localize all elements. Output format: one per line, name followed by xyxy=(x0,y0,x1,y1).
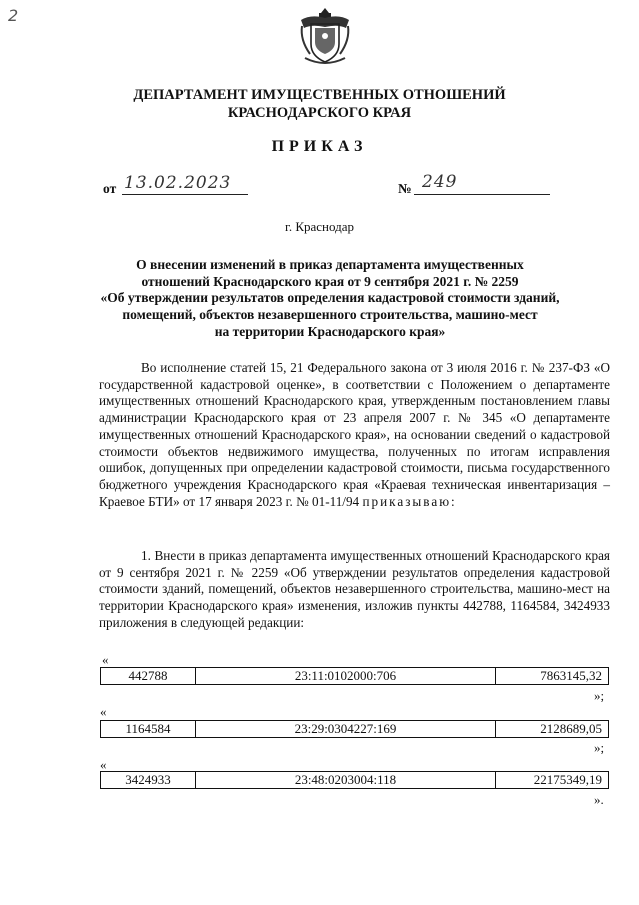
close-quote: »; xyxy=(594,688,605,703)
preamble-paragraph xyxy=(99,360,610,510)
title-line: О внесении изменений в приказ департамента имущественных xyxy=(136,257,524,272)
table-row xyxy=(101,721,609,738)
cadastral-value-cell: 7863145,32 xyxy=(496,668,609,685)
cadastral-table xyxy=(100,667,609,685)
number-label: № xyxy=(398,181,412,196)
title-line: отношений Краснодарского края от 9 сентября 2021 г. № 2259 xyxy=(141,273,519,289)
document-type-heading: ПРИКАЗ xyxy=(271,138,368,155)
cadastral-number-cell: 23:11:0102000:706 xyxy=(196,668,496,685)
date-label: от xyxy=(103,181,117,196)
title-line: помещений, объектов незавершенного строительства, машино-мест xyxy=(122,307,538,323)
close-quote: »; xyxy=(594,740,605,755)
item-1-paragraph: 1. Внести в приказ департамента имущественных отношений Краснодарского края от 9 сентября 2021 г. № 2259 «Об утверждении результатов определения кадастровой стоимости зданий, помещений, объектов незавершенного строительства, машино-мест на территории Краснодарского края» изменения, изложив пункты 442788, 1164584, 3424933 приложения в следующей редакции: xyxy=(99,548,610,630)
city-name: г. Краснодар xyxy=(284,219,355,234)
handwritten-page-mark: 2 xyxy=(8,6,19,25)
order-word: приказываю: xyxy=(362,493,457,509)
department-name-line1: ДЕПАРТАМЕНТ ИМУЩЕСТВЕННЫХ ОТНОШЕНИЙ xyxy=(133,87,506,103)
row-id-cell: 442788 xyxy=(101,668,196,685)
row-id-cell: 3424933 xyxy=(101,772,196,789)
department-name-line2: КРАСНОДАРСКОГО КРАЯ xyxy=(227,105,412,121)
title-line: на территории Краснодарского края» xyxy=(214,323,446,339)
open-quote: « xyxy=(100,757,107,772)
table-row xyxy=(101,772,609,789)
date-value: 13.02.2023 xyxy=(124,173,232,193)
cadastral-number-cell: 23:29:0304227:169 xyxy=(196,721,496,738)
open-quote: « xyxy=(100,704,107,719)
cadastral-value-cell: 2128689,05 xyxy=(496,721,609,738)
cadastral-value-cell: 22175349,19 xyxy=(496,772,609,789)
cadastral-number-cell: 23:48:0203004:118 xyxy=(196,772,496,789)
preamble-text: Во исполнение статей 15, 21 Федерального закона от 3 июля 2016 г. № 237-ФЗ «О государственной кадастровой оценке», в соответствии с Положением о департаменте имущественных отношений Краснодарского края, утвержденным постановлением главы администрации Краснодарского края от 23 апреля 2007 г. № 345 «О департаменте имущественных отношений Краснодарского края», на основании сведений о кадастровой стоимости объектов недвижимого имущества, полученных по итогам исправления ошибок, допущенных при определении кадастровой стоимости, письма государственного бюджетного учреждения Краснодарского края «Краевая техническая инвентаризация – Краевое БТИ» от 17 января 2023 г. № 01-11/94 xyxy=(99,360,610,509)
close-quote: ». xyxy=(594,792,604,807)
row-id-cell: 1164584 xyxy=(101,721,196,738)
table-row xyxy=(101,668,609,685)
cadastral-table xyxy=(100,771,609,789)
date-underline xyxy=(122,194,248,195)
number-underline xyxy=(414,194,550,195)
open-quote: « xyxy=(102,652,109,667)
document-title xyxy=(90,257,570,341)
title-line: «Об утверждении результатов определения кадастровой стоимости зданий, xyxy=(100,290,560,306)
cadastral-table xyxy=(100,720,609,738)
coat-of-arms-emblem xyxy=(297,6,353,68)
order-number-value: 249 xyxy=(422,172,458,192)
